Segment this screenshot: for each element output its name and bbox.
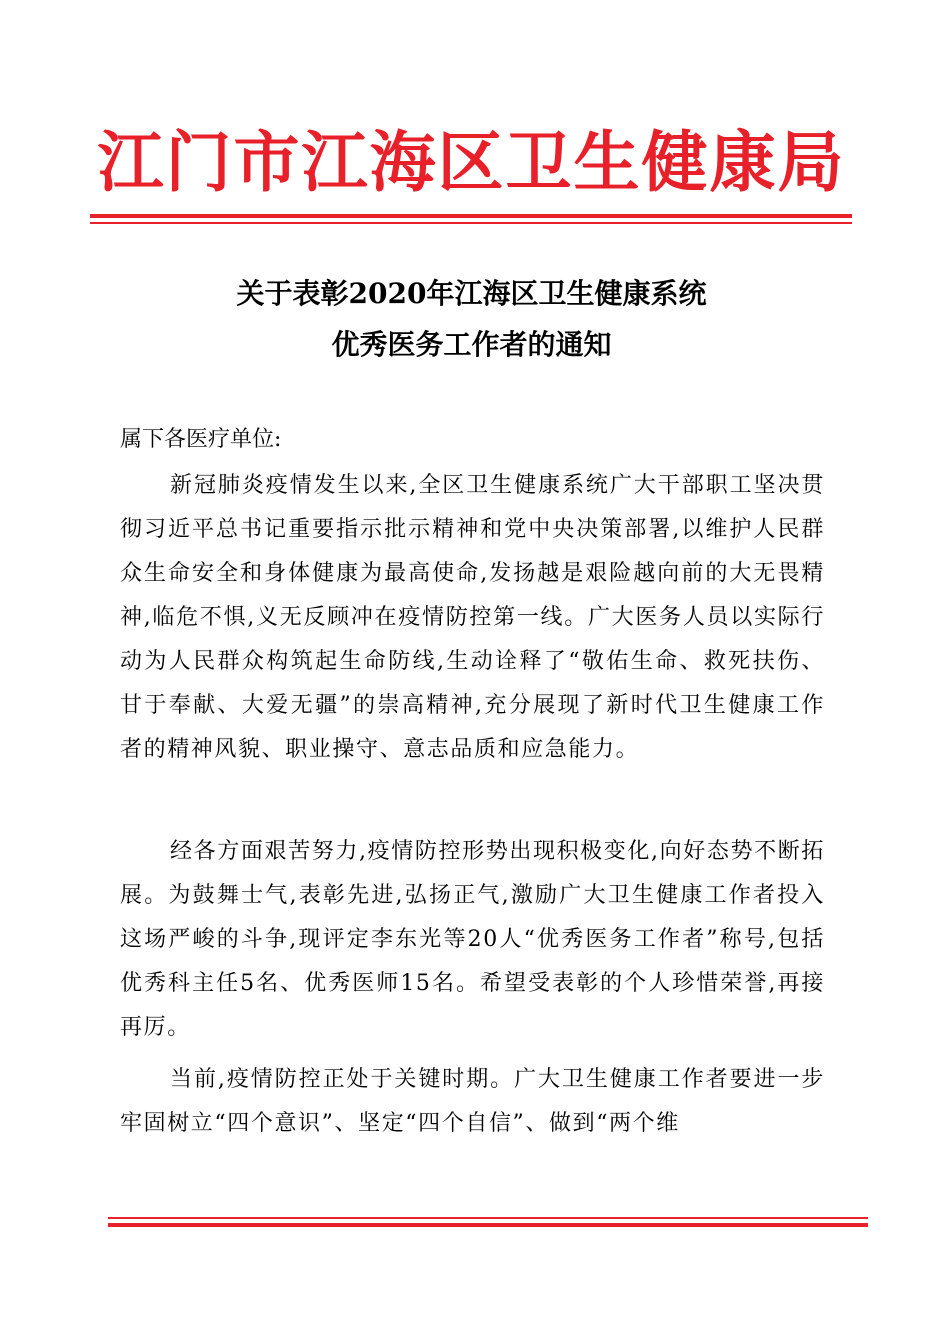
notice-title-line-1: 关于表彰2020年江海区卫生健康系统 [236,277,707,310]
header-rule-thin [90,222,852,224]
paragraph-2: 经各方面艰苦努力,疫情防控形势出现积极变化,向好态势不断拓展。为鼓舞士气,表彰先进,弘扬正气,激励广大卫生健康工作者投入这场严峻的斗争,现评定李东光等20人“优秀医务工作者”称号,包括优秀科主任5名、优秀医师15名。希望受表彰的个人珍惜荣誉,再接再厉。 [120,839,825,1040]
header-rule-thick [90,214,852,218]
agency-name-title: 江门市江海区卫生健康局 [97,124,846,201]
footer-rule-thin [108,1217,868,1219]
salutation: 属下各医疗单位: [120,427,282,452]
paragraph-3: 当前,疫情防控正处于关键时期。广大卫生健康工作者要进一步牢固树立“四个意识”、坚定“四个自信”、做到“两个维 [120,1067,825,1136]
paragraph-1: 新冠肺炎疫情发生以来,全区卫生健康系统广大干部职工坚决贯彻习近平总书记重要指示批示精神和党中央决策部署,以维护人民群众生命安全和身体健康为最高使命,发扬越是艰险越向前的大无畏精神,临危不惧,义无反顾冲在疫情防控第一线。广大医务人员以实际行动为人民群众构筑起生命防线,生动诠释了“敬佑生命、救死扶伤、甘于奉献、大爱无疆”的崇高精神,充分展现了新时代卫生健康工作者的精神风貌、职业操守、意志品质和应急能力。 [120,473,825,762]
footer-rule-thick [108,1223,868,1227]
notice-title-line-2: 优秀医务工作者的通知 [331,328,612,361]
